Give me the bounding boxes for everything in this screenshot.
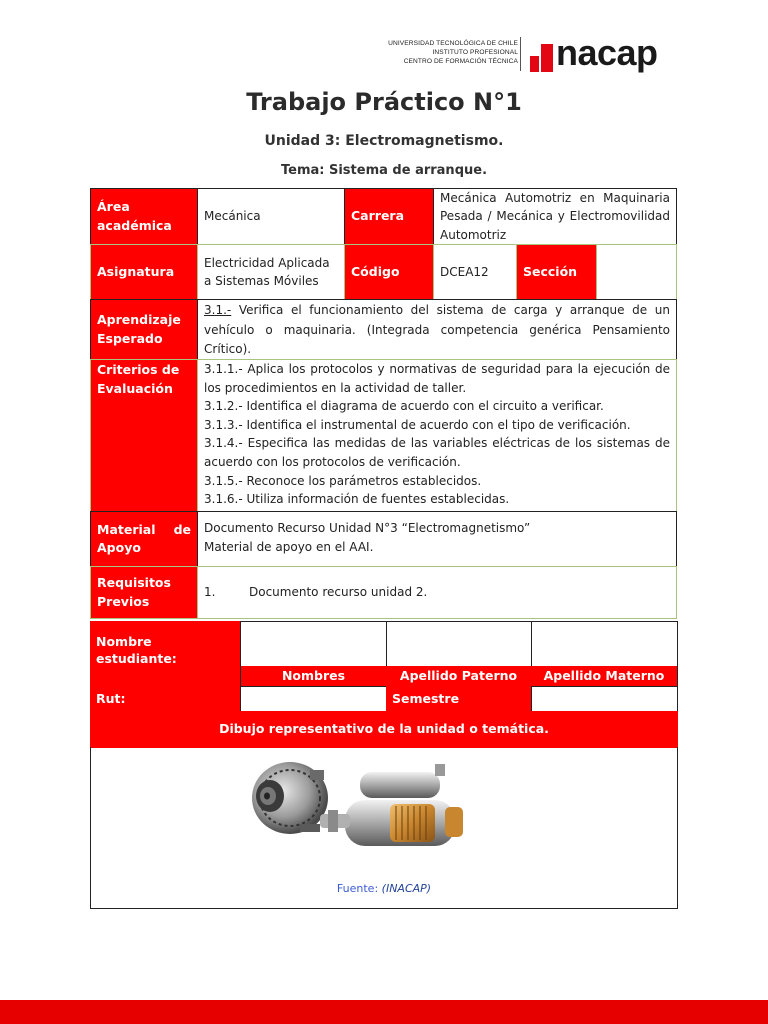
- requisitos-label: Requisitos Previos: [90, 566, 198, 619]
- criterio-item: 3.1.4.- Especifica las medidas de las variables eléctricas de los sistemas de acuerdo con los protocolos de verificación.: [204, 436, 670, 469]
- institution-logo: [370, 34, 680, 80]
- semestre-label: Semestre: [386, 686, 532, 712]
- aprendizaje-label: Aprendizaje Esperado: [90, 299, 198, 360]
- criterio-item: 3.1.6.- Utiliza información de fuentes establecidas.: [204, 492, 510, 507]
- source-label: Fuente:: [336, 882, 379, 895]
- dibujo-header: Dibujo representativo de la unidad o temática.: [90, 711, 678, 748]
- material-label: Material de Apoyo: [90, 511, 198, 567]
- requisitos-number: 1.: [204, 585, 216, 600]
- criterio-item: 3.1.1.- Aplica los protocolos y normativas de seguridad para la ejecución de los procedimientos en la actividad de taller.: [204, 362, 670, 395]
- material-value: [197, 511, 677, 567]
- carrera-label: Carrera: [344, 188, 434, 245]
- apellido-materno-input[interactable]: [531, 621, 678, 667]
- asignatura-label: Asignatura: [90, 244, 198, 300]
- inacap-logo-icon: [530, 40, 553, 72]
- alternator-icon: [252, 762, 328, 834]
- institution-names: [358, 39, 518, 66]
- logo-wordmark: nacap: [556, 32, 658, 73]
- nombres-input[interactable]: [240, 621, 387, 667]
- seccion-label: Sección: [516, 244, 597, 300]
- rut-label: Rut:: [90, 686, 241, 712]
- apellido-paterno-header: Apellido Paterno: [386, 666, 532, 686]
- aprendizaje-text: Verifica el funcionamiento del sistema de carga y arranque de un vehículo o maquinaria. (Integrada competencia genérica Pensamiento Crítico).: [204, 303, 670, 356]
- material-line: Material de apoyo en el AAI.: [204, 539, 374, 554]
- apellido-paterno-input[interactable]: [386, 621, 532, 667]
- aprendizaje-value: [197, 299, 677, 360]
- codigo-value: DCEA12: [433, 244, 517, 300]
- requisitos-value: [197, 566, 677, 619]
- apellido-materno-header: Apellido Materno: [531, 666, 678, 686]
- document-title: Trabajo Práctico N°1: [246, 88, 522, 116]
- area-value: Mecánica: [197, 188, 345, 245]
- codigo-label: Código: [344, 244, 434, 300]
- logo-divider: [520, 37, 521, 71]
- semestre-input[interactable]: [531, 686, 678, 712]
- material-line: Documento Recurso Unidad N°3 “Electromagnetismo”: [204, 521, 531, 535]
- requisitos-text: Documento recurso unidad 2.: [249, 585, 428, 600]
- criterios-label: Criterios de Evaluación: [90, 359, 198, 512]
- criterios-list: [197, 359, 677, 512]
- area-label: Área académica: [90, 188, 198, 245]
- starter-motor-icon: [320, 764, 463, 846]
- criterio-item: 3.1.5.- Reconoce los parámetros establecidos.: [204, 473, 482, 488]
- topic-subtitle: Tema: Sistema de arranque.: [280, 163, 488, 178]
- institution-line: INSTITUTO PROFESIONAL: [432, 49, 518, 56]
- unit-subtitle: Unidad 3: Electromagnetismo.: [264, 133, 504, 149]
- footer-bar: [0, 1000, 768, 1024]
- seccion-value[interactable]: [596, 244, 677, 300]
- criterio-item: 3.1.2.- Identifica el diagrama de acuerdo con el circuito a verificar.: [204, 399, 604, 414]
- criterio-item: 3.1.3.- Identifica el instrumental de acuerdo con el tipo de verificación.: [204, 417, 631, 432]
- aprendizaje-number: 3.1.-: [204, 303, 232, 317]
- image-source: [0, 882, 768, 895]
- alternator-starter-image: [240, 752, 490, 882]
- nombre-estudiante-label: Nombre estudiante:: [90, 621, 241, 686]
- institution-line: CENTRO DE FORMACIÓN TÉCNICA: [403, 58, 518, 65]
- source-value: (INACAP): [381, 882, 432, 895]
- rut-input[interactable]: [240, 686, 387, 712]
- carrera-value: Mecánica Automotriz en Maquinaria Pesada / Mecánica y Electromovilidad Automotriz: [433, 188, 677, 245]
- asignatura-value: Electricidad Aplicada a Sistemas Móviles: [197, 244, 345, 300]
- institution-line: UNIVERSIDAD TECNOLÓGICA DE CHILE: [388, 40, 518, 47]
- nombres-header: Nombres: [240, 666, 387, 686]
